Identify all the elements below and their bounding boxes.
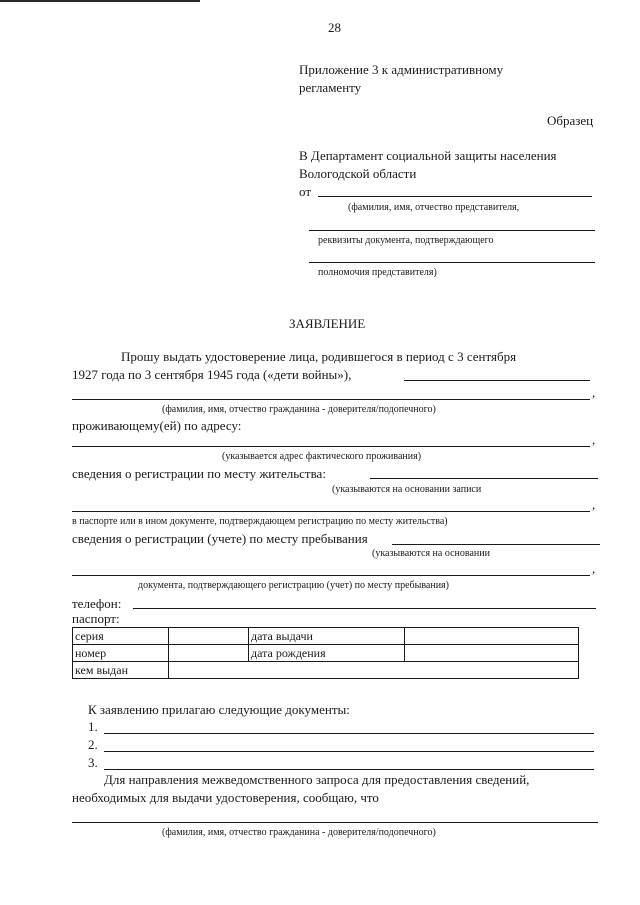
hint-representative-1: (фамилия, имя, отчество представителя, <box>348 202 520 213</box>
comma-3: , <box>592 497 596 512</box>
passport-series-cell[interactable] <box>169 628 249 645</box>
comma-1: , <box>592 385 596 400</box>
attachment-item-3-line[interactable] <box>104 769 594 770</box>
sample-label: Образец <box>547 113 594 128</box>
passport-number-cell[interactable] <box>169 645 249 662</box>
reg-stay-line-2[interactable] <box>72 575 590 576</box>
passport-label: паспорт: <box>72 611 120 626</box>
attachment-item-3-number: 3. <box>88 755 98 770</box>
hint-applicant-fio: (фамилия, имя, отчество гражданина - доверителя/подопечного) <box>162 404 436 415</box>
addressee-line-2: Вологодской области <box>299 166 417 181</box>
applicant-name-line-2[interactable] <box>72 399 590 400</box>
comma-2: , <box>592 432 596 447</box>
appendix-line-2: регламенту <box>299 80 362 95</box>
attachment-item-1-number: 1. <box>88 719 98 734</box>
residing-label: проживающему(ей) по адресу: <box>72 418 242 433</box>
hint-address: (указывается адрес фактического проживания) <box>222 451 422 462</box>
passport-table <box>72 627 579 679</box>
passport-issue-date-label: дата выдачи <box>249 628 405 645</box>
reg-residence-line-1[interactable] <box>370 478 598 479</box>
phone-label: телефон: <box>72 596 122 611</box>
hint-representative-2: реквизиты документа, подтверждающего <box>318 235 494 246</box>
representative-doc-line[interactable] <box>309 230 595 231</box>
appendix-line-1: Приложение 3 к административному <box>299 62 504 77</box>
para1-line-2: 1927 года по 3 сентября 1945 года («дети войны»), <box>72 367 352 382</box>
passport-number-label: номер <box>73 645 169 662</box>
hint-interagency-fio: (фамилия, имя, отчество гражданина - доверителя/подопечного) <box>162 827 436 838</box>
hint-representative-3: полномочия представителя) <box>318 267 437 278</box>
interagency-name-line[interactable] <box>72 822 598 823</box>
address-line[interactable] <box>72 446 590 447</box>
hint-reg-stay-2: документа, подтверждающего регистрацию (учет) по месту пребывания) <box>138 580 449 591</box>
para1-line-1: Прошу выдать удостоверение лица, родившегося в период с 3 сентября <box>121 349 517 364</box>
applicant-name-line-1[interactable] <box>404 380 590 381</box>
table-row <box>73 662 579 679</box>
passport-birth-date-label: дата рождения <box>249 645 405 662</box>
representative-authority-line[interactable] <box>309 262 595 263</box>
passport-birth-date-cell[interactable] <box>405 645 579 662</box>
hint-reg-stay-1: (указываются на основании <box>372 548 490 559</box>
scan-corner-mark <box>0 0 200 2</box>
attachment-item-1-line[interactable] <box>104 733 594 734</box>
reg-stay-label: сведения о регистрации (учете) по месту пребывания <box>72 531 368 546</box>
phone-line[interactable] <box>133 608 596 609</box>
table-row <box>73 628 579 645</box>
passport-series-label: серия <box>73 628 169 645</box>
passport-issued-by-cell[interactable] <box>169 662 579 679</box>
attachment-item-2-line[interactable] <box>104 751 594 752</box>
passport-issue-date-cell[interactable] <box>405 628 579 645</box>
addressee-line-1: В Департамент социальной защиты населения <box>299 148 557 163</box>
page-number: 28 <box>328 20 341 35</box>
comma-4: , <box>592 561 596 576</box>
hint-reg-residence-2: в паспорте или в ином документе, подтверждающем регистрацию по месту жительства) <box>72 516 448 527</box>
table-row <box>73 645 579 662</box>
reg-stay-line-1[interactable] <box>392 544 600 545</box>
passport-issued-by-label: кем выдан <box>73 662 169 679</box>
document-title: ЗАЯВЛЕНИЕ <box>289 316 366 331</box>
attachment-item-2-number: 2. <box>88 737 98 752</box>
interagency-line-1: Для направления межведомственного запроса для предоставления сведений, <box>104 772 530 787</box>
reg-residence-label: сведения о регистрации по месту жительства: <box>72 466 326 481</box>
attachments-intro: К заявлению прилагаю следующие документы: <box>88 702 350 717</box>
reg-residence-line-2[interactable] <box>72 511 590 512</box>
hint-reg-residence-1: (указываются на основании записи <box>332 484 482 495</box>
representative-name-line[interactable] <box>318 196 592 197</box>
interagency-line-2: необходимых для выдачи удостоверения, сообщаю, что <box>72 790 379 805</box>
addressee-from-label: от <box>299 184 312 199</box>
